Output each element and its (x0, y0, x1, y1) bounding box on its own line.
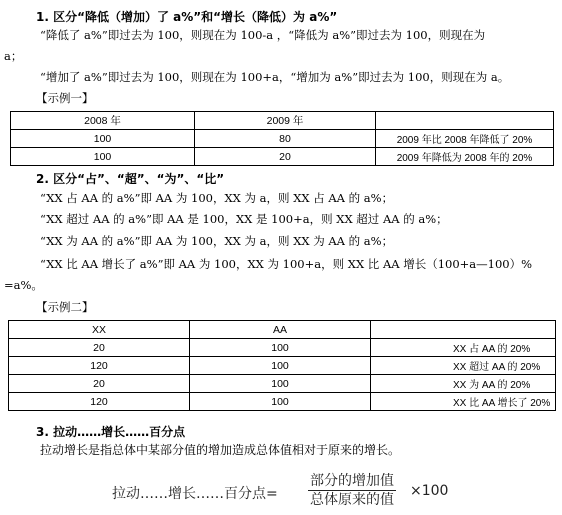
table-row (9, 357, 556, 375)
table-cell: 100 (190, 375, 371, 393)
section1-heading: 1. 区分“降低（增加）了 a%”和“增长（降低）为 a%” (36, 10, 338, 24)
formula-lhs: 拉动……增长……百分点= (112, 486, 278, 502)
table-header-cell: XX (9, 321, 190, 339)
table-cell: 2009 年比 2008 年降低了 20% (376, 130, 554, 148)
table-cell: 80 (195, 130, 376, 148)
table-header-row (11, 112, 554, 130)
example1-label: 【示例一】 (36, 91, 94, 105)
section2-line: “XX 比 AA 增长了 a%”即 AA 为 100，XX 为 100+a，则 XX 比 AA 增长（100+a—100）% (40, 257, 533, 271)
section1-paragraph1-line1: “降低了 a%”即过去为 100，则现在为 100-a ，“降低为 a%”即过去为 100，则现在为 (40, 28, 486, 42)
formula-numerator: 部分的增加值 (310, 473, 394, 489)
table-header-row (9, 321, 556, 339)
table-header-cell (371, 321, 556, 339)
formula-fraction (308, 472, 396, 509)
table-cell: 100 (190, 357, 371, 375)
table-cell: 20 (9, 339, 190, 357)
formula-denominator: 总体原来的值 (310, 492, 394, 508)
table-cell: 20 (195, 148, 376, 166)
table-cell: 100 (190, 393, 371, 411)
table-row (11, 130, 554, 148)
section1-paragraph1-line2: a； (4, 49, 23, 63)
section2-line-wrap: =a%。 (4, 278, 43, 292)
table-cell: 100 (11, 130, 195, 148)
table-row (9, 375, 556, 393)
table-cell: 100 (190, 339, 371, 357)
section3-heading: 3. 拉动……增长……百分点 (36, 425, 186, 439)
table-header-cell (376, 112, 554, 130)
section3-text: 拉动增长是指总体中某部分值的增加造成总体值相对于原来的增长。 (40, 443, 401, 457)
table-header-cell: 2008 年 (11, 112, 195, 130)
table-row (9, 339, 556, 357)
table-cell: XX 为 AA 的 20% (371, 375, 556, 393)
table-cell: XX 占 AA 的 20% (371, 339, 556, 357)
table-header-cell: 2009 年 (195, 112, 376, 130)
table-header-cell: AA (190, 321, 371, 339)
formula-rhs: ×100 (410, 483, 449, 499)
example2-label: 【示例二】 (36, 300, 94, 314)
table-cell: 2009 年降低为 2008 年的 20% (376, 148, 554, 166)
table-cell: XX 比 AA 增长了 20% (371, 393, 556, 411)
table-cell: 120 (9, 357, 190, 375)
table-cell: 100 (11, 148, 195, 166)
section2-heading: 2. 区分“占”、“超”、“为”、“比” (36, 172, 225, 186)
example2-table (8, 320, 556, 411)
section2-line: “XX 为 AA 的 a%”即 AA 为 100，XX 为 a，则 XX 为 AA 的 a%； (40, 234, 394, 248)
section1-paragraph2: “增加了 a%”即过去为 100，则现在为 100+a，“增加为 a%”即过去为 100，则现在为 a。 (40, 70, 510, 84)
section2-line: “XX 超过 AA 的 a%”即 AA 是 100，XX 是 100+a，则 XX 超过 AA 的 a%； (40, 212, 448, 226)
example1-table (10, 111, 554, 166)
table-row (9, 393, 556, 411)
table-cell: XX 超过 AA 的 20% (371, 357, 556, 375)
table-row (11, 148, 554, 166)
section2-line: “XX 占 AA 的 a%”即 AA 为 100，XX 为 a，则 XX 占 AA 的 a%； (40, 191, 394, 205)
table-cell: 20 (9, 375, 190, 393)
table-cell: 120 (9, 393, 190, 411)
